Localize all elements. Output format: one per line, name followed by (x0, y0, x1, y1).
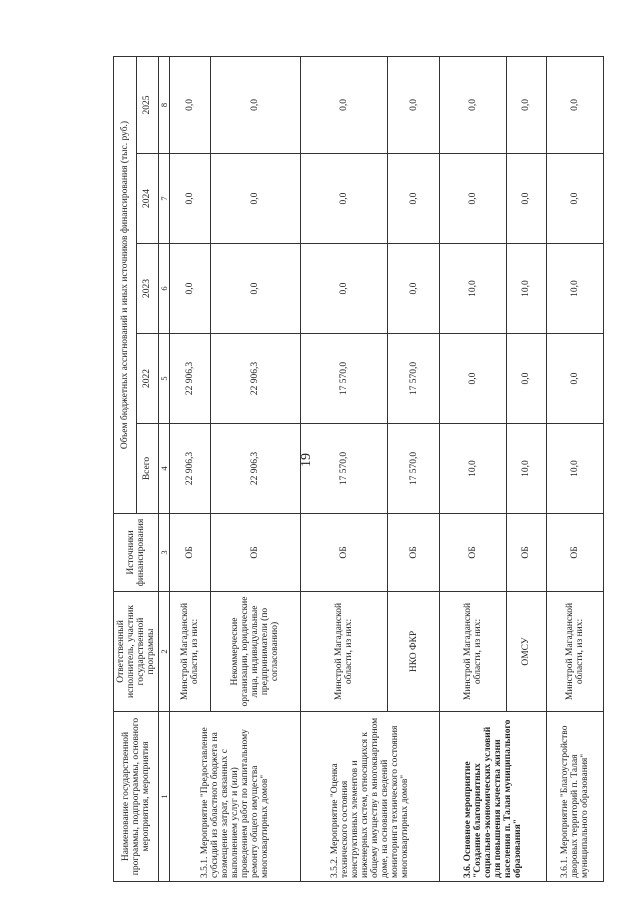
table-body (170, 56, 604, 881)
table-row (301, 56, 388, 881)
row-source: ОБ (210, 514, 300, 592)
table-row (170, 56, 211, 881)
row-2025: 0,0 (440, 56, 507, 153)
row-responsible: Минстрой Магаданской области, из них: (170, 592, 211, 712)
index-cell: 4 (159, 424, 170, 514)
row-2022: 0,0 (546, 334, 603, 424)
rotated-table-wrapper (113, 57, 589, 882)
header-responsible: Ответственный исполнитель, участник государственной программы (114, 592, 159, 712)
row-source: ОБ (388, 514, 440, 592)
row-responsible: НКО ФКР (388, 592, 440, 712)
row-2025: 0,0 (546, 56, 603, 153)
row-source: ОБ (546, 514, 603, 592)
index-cell: 6 (159, 244, 170, 334)
row-2023: 0,0 (170, 244, 211, 334)
table-row (546, 56, 603, 881)
row-2025: 0,0 (506, 56, 546, 153)
row-2024: 0,0 (440, 154, 507, 244)
row-name: 3.6.1. Мероприятие "Благоустройство дворовых территорий п. Талая муниципального образования" (546, 712, 603, 882)
row-2024: 0,0 (170, 154, 211, 244)
row-total: 10,0 (546, 424, 603, 514)
table-row (440, 56, 507, 881)
row-2024: 0,0 (301, 154, 388, 244)
row-responsible: Минстрой Магаданской области, из них: (301, 592, 388, 712)
row-responsible: ОМСУ (506, 592, 546, 712)
row-2025: 0,0 (301, 56, 388, 153)
row-2024: 0,0 (210, 154, 300, 244)
row-responsible: Минстрой Магаданской области, из них: (440, 592, 507, 712)
header-year: 2025 (136, 56, 159, 153)
row-total: 10,0 (506, 424, 546, 514)
header-source: Источники финансирования (114, 514, 159, 592)
header-total: Всего (136, 424, 159, 514)
index-cell: 2 (159, 592, 170, 712)
row-source: ОБ (301, 514, 388, 592)
row-total: 22 906,3 (170, 424, 211, 514)
row-name: 3.5.1. Мероприятие "Предоставление субсидий из областного бюджета на возмещение затрат, связанных с выполнением услуг и (или) проведением работ по капитальному ремонту общего имущества многоквартирных домов" (170, 712, 301, 882)
row-2022: 22 906,3 (210, 334, 300, 424)
row-2024: 0,0 (388, 154, 440, 244)
row-source: ОБ (506, 514, 546, 592)
row-2023: 10,0 (506, 244, 546, 334)
row-responsible: Некоммерческие организации, юридические лица, индивидуальные предприниматели (по согласованию) (210, 592, 300, 712)
header-volume: Объем бюджетных ассигнований и иных источников финансирования (тыс. руб.) (114, 56, 137, 513)
header-year: 2023 (136, 244, 159, 334)
row-2023: 10,0 (440, 244, 507, 334)
index-cell: 1 (159, 712, 170, 882)
row-2025: 0,0 (210, 56, 300, 153)
row-2025: 0,0 (388, 56, 440, 153)
row-total: 17 570,0 (388, 424, 440, 514)
row-source: ОБ (440, 514, 507, 592)
row-2023: 0,0 (388, 244, 440, 334)
row-name: 3.6. Основное мероприятие "Создание благоприятных социально-экономических условий для повышения качества жизни населения п. Талая муниципального образования" (440, 712, 546, 882)
row-2022: 22 906,3 (170, 334, 211, 424)
financing-table (113, 56, 604, 882)
row-name: 3.5.2. Мероприятие "Оценка технического состояния конструктивных элементов и инженерных систем, относящихся к общему имуществу в многоквартирном доме, на основании сведений мониторинга технического состояния многоквартирных домов" (301, 712, 440, 882)
row-source: ОБ (170, 514, 211, 592)
row-2022: 0,0 (506, 334, 546, 424)
row-2023: 0,0 (210, 244, 300, 334)
table-header (114, 56, 170, 881)
row-2025: 0,0 (170, 56, 211, 153)
index-cell: 3 (159, 514, 170, 592)
row-2022: 17 570,0 (388, 334, 440, 424)
page-number: 19 (299, 453, 314, 467)
index-cell: 7 (159, 154, 170, 244)
row-2023: 10,0 (546, 244, 603, 334)
row-2024: 0,0 (546, 154, 603, 244)
row-total: 10,0 (440, 424, 507, 514)
row-2023: 0,0 (301, 244, 388, 334)
row-responsible: Минстрой Магаданской области, из них: (546, 592, 603, 712)
row-total: 17 570,0 (301, 424, 388, 514)
row-total: 22 906,3 (210, 424, 300, 514)
row-2022: 17 570,0 (301, 334, 388, 424)
header-name: Наименование государственной программы, подпрограммы, основного мероприятия, мероприятия (114, 712, 159, 882)
index-cell: 8 (159, 56, 170, 153)
header-year: 2024 (136, 154, 159, 244)
header-year: 2022 (136, 334, 159, 424)
index-cell: 5 (159, 334, 170, 424)
row-2022: 0,0 (440, 334, 507, 424)
row-2024: 0,0 (506, 154, 546, 244)
